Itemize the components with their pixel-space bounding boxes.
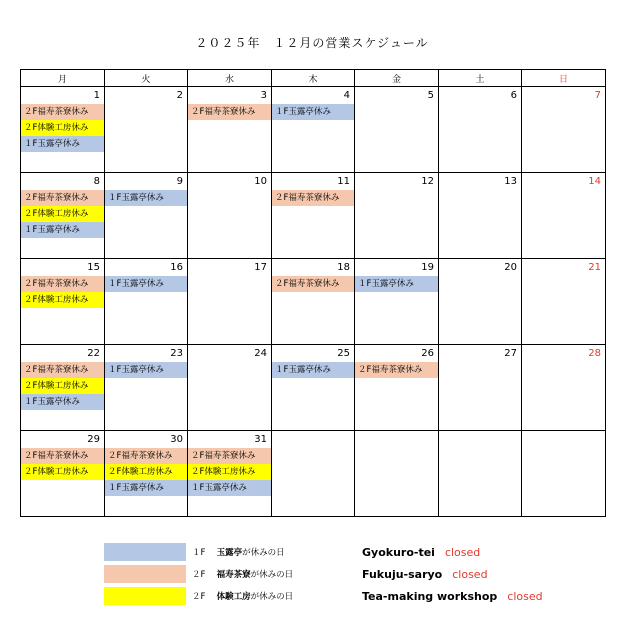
calendar-day-cell xyxy=(272,87,355,173)
calendar-day-cell xyxy=(439,87,522,173)
closure-event-peach: ２F福寿茶寮休み xyxy=(21,276,104,292)
day-number: 23 xyxy=(170,348,183,359)
legend-place: 福寿茶寮 xyxy=(216,570,251,580)
legend-swatch-blue xyxy=(104,543,186,561)
closure-event-peach: ２F福寿茶寮休み xyxy=(21,362,104,378)
calendar-day-cell xyxy=(105,259,188,345)
calendar-day-cell xyxy=(522,259,606,345)
day-number: 24 xyxy=(254,348,267,359)
calendar-day-cell xyxy=(105,87,188,173)
calendar-day-cell xyxy=(21,259,105,345)
day-number: 17 xyxy=(254,262,267,273)
legend-description xyxy=(186,590,362,602)
calendar-grid xyxy=(20,69,606,517)
day-number: 31 xyxy=(254,434,267,445)
legend-description xyxy=(186,568,362,580)
calendar-day-cell xyxy=(188,259,272,345)
weekday-tue: 火 xyxy=(105,70,188,87)
closure-event-peach: ２F福寿茶寮休み xyxy=(21,448,104,464)
closure-event-peach: ２F福寿茶寮休み xyxy=(272,190,354,206)
legend-floor: ２F xyxy=(192,570,206,580)
closure-event-yellow: ２F体験工房休み xyxy=(21,120,104,136)
calendar-day-cell xyxy=(355,173,439,259)
closure-event-blue: １F玉露亭休み xyxy=(272,104,354,120)
calendar-day-cell xyxy=(439,259,522,345)
day-number: 22 xyxy=(87,348,100,359)
closure-event-blue: １F玉露亭休み xyxy=(272,362,354,378)
closure-event-yellow: ２F体験工房休み xyxy=(21,464,104,480)
legend-place: 玉露亭 xyxy=(216,548,243,558)
calendar-day-cell xyxy=(522,87,606,173)
day-number: 3 xyxy=(260,90,267,101)
day-number: 11 xyxy=(337,176,350,187)
day-number: 13 xyxy=(504,176,517,187)
page-title: ２０２５年 １２月の営業スケジュール xyxy=(195,36,429,50)
calendar-day-cell xyxy=(21,345,105,431)
legend-row-workshop xyxy=(104,585,543,607)
day-number: 12 xyxy=(421,176,434,187)
legend-floor: ２F xyxy=(192,592,206,602)
day-number: 9 xyxy=(176,176,183,187)
calendar-day-cell xyxy=(105,173,188,259)
legend-status: closed xyxy=(452,567,488,581)
day-number: 29 xyxy=(87,434,100,445)
day-number: 14 xyxy=(588,176,601,187)
calendar-day-cell xyxy=(188,173,272,259)
day-number: 20 xyxy=(504,262,517,273)
legend-suffix: が休みの日 xyxy=(250,570,294,580)
closure-event-peach: ２F福寿茶寮休み xyxy=(105,448,187,464)
day-number xyxy=(522,431,605,448)
closure-event-blue: １F玉露亭休み xyxy=(21,222,104,238)
calendar-week-row xyxy=(21,87,606,173)
calendar-day-cell xyxy=(439,345,522,431)
day-number: 8 xyxy=(93,176,100,187)
legend-floor: １F xyxy=(192,548,206,558)
calendar-day-cell xyxy=(272,259,355,345)
day-number: 21 xyxy=(588,262,601,273)
day-number: 18 xyxy=(337,262,350,273)
calendar-day-cell xyxy=(439,173,522,259)
closure-event-peach: ２F福寿茶寮休み xyxy=(188,104,271,120)
calendar-day-cell xyxy=(188,87,272,173)
closure-event-yellow: ２F体験工房休み xyxy=(105,464,187,480)
day-number: 25 xyxy=(337,348,350,359)
calendar-day-cell xyxy=(272,173,355,259)
legend-name: Fukuju-saryo xyxy=(362,567,443,581)
closure-event-peach: ２F福寿茶寮休み xyxy=(188,448,271,464)
day-number xyxy=(272,431,354,448)
calendar-day-cell xyxy=(105,345,188,431)
legend xyxy=(104,541,543,607)
calendar-day-cell xyxy=(105,431,188,517)
closure-event-blue: １F玉露亭休み xyxy=(105,480,187,496)
weekday-wed: 水 xyxy=(188,70,272,87)
day-number: 19 xyxy=(421,262,434,273)
legend-swatch-peach xyxy=(104,565,186,583)
day-number xyxy=(439,431,521,448)
day-number: 6 xyxy=(510,90,517,101)
day-number: 26 xyxy=(421,348,434,359)
calendar-day-cell xyxy=(522,173,606,259)
calendar-day-cell xyxy=(355,259,439,345)
closure-event-blue: １F玉露亭休み xyxy=(105,362,187,378)
closure-event-peach: ２F福寿茶寮休み xyxy=(21,190,104,206)
closure-event-blue: １F玉露亭休み xyxy=(105,190,187,206)
calendar-day-cell xyxy=(21,87,105,173)
legend-row-gyokuro xyxy=(104,541,543,563)
legend-place: 体験工房 xyxy=(216,592,251,602)
weekday-thu: 木 xyxy=(272,70,355,87)
day-number: 28 xyxy=(588,348,601,359)
closure-event-blue: １F玉露亭休み xyxy=(21,394,104,410)
calendar-day-cell xyxy=(21,173,105,259)
calendar-day-cell xyxy=(355,345,439,431)
day-number xyxy=(355,431,438,448)
calendar-day-cell xyxy=(355,87,439,173)
day-number: 5 xyxy=(427,90,434,101)
closure-event-blue: １F玉露亭休み xyxy=(355,276,438,292)
calendar-day-cell xyxy=(522,345,606,431)
legend-row-fukuju xyxy=(104,563,543,585)
day-number: 2 xyxy=(176,90,183,101)
closure-event-blue: １F玉露亭休み xyxy=(105,276,187,292)
day-number: 30 xyxy=(170,434,183,445)
calendar-day-cell xyxy=(188,431,272,517)
closure-event-blue: １F玉露亭休み xyxy=(188,480,271,496)
day-number: 27 xyxy=(504,348,517,359)
legend-status: closed xyxy=(444,545,481,559)
closure-event-peach: ２F福寿茶寮休み xyxy=(21,104,104,120)
calendar-week-row xyxy=(21,431,606,517)
closure-event-yellow: ２F体験工房休み xyxy=(21,292,104,308)
closure-event-yellow: ２F体験工房休み xyxy=(21,206,104,222)
calendar-day-cell xyxy=(522,431,606,517)
calendar-week-row xyxy=(21,259,606,345)
legend-name: Tea-making workshop xyxy=(362,589,498,603)
calendar-day-cell xyxy=(272,345,355,431)
day-number: 15 xyxy=(87,262,100,273)
day-number: 10 xyxy=(254,176,267,187)
calendar-day-cell xyxy=(21,431,105,517)
closure-event-peach: ２F福寿茶寮休み xyxy=(355,362,438,378)
legend-name: Gyokuro-tei xyxy=(362,545,435,559)
legend-description xyxy=(186,546,362,558)
closure-event-yellow: ２F体験工房休み xyxy=(188,464,271,480)
calendar-day-cell xyxy=(439,431,522,517)
day-number: 4 xyxy=(343,90,350,101)
closure-event-yellow: ２F体験工房休み xyxy=(21,378,104,394)
calendar-week-row xyxy=(21,345,606,431)
closure-event-peach: ２F福寿茶寮休み xyxy=(272,276,354,292)
calendar-week-row xyxy=(21,173,606,259)
calendar-day-cell xyxy=(272,431,355,517)
weekday-sun: 日 xyxy=(522,70,606,87)
weekday-fri: 金 xyxy=(355,70,439,87)
day-number: 7 xyxy=(594,90,601,101)
weekday-mon: 月 xyxy=(21,70,105,87)
legend-suffix: が休みの日 xyxy=(242,548,285,558)
legend-status: closed xyxy=(507,589,543,603)
day-number: 1 xyxy=(93,90,100,101)
legend-swatch-yellow xyxy=(104,587,186,605)
weekday-sat: 土 xyxy=(439,70,522,87)
day-number: 16 xyxy=(170,262,183,273)
calendar-day-cell xyxy=(188,345,272,431)
weekday-header-row xyxy=(21,70,606,87)
calendar-day-cell xyxy=(355,431,439,517)
closure-event-blue: １F玉露亭休み xyxy=(21,136,104,152)
legend-suffix: が休みの日 xyxy=(250,592,294,602)
